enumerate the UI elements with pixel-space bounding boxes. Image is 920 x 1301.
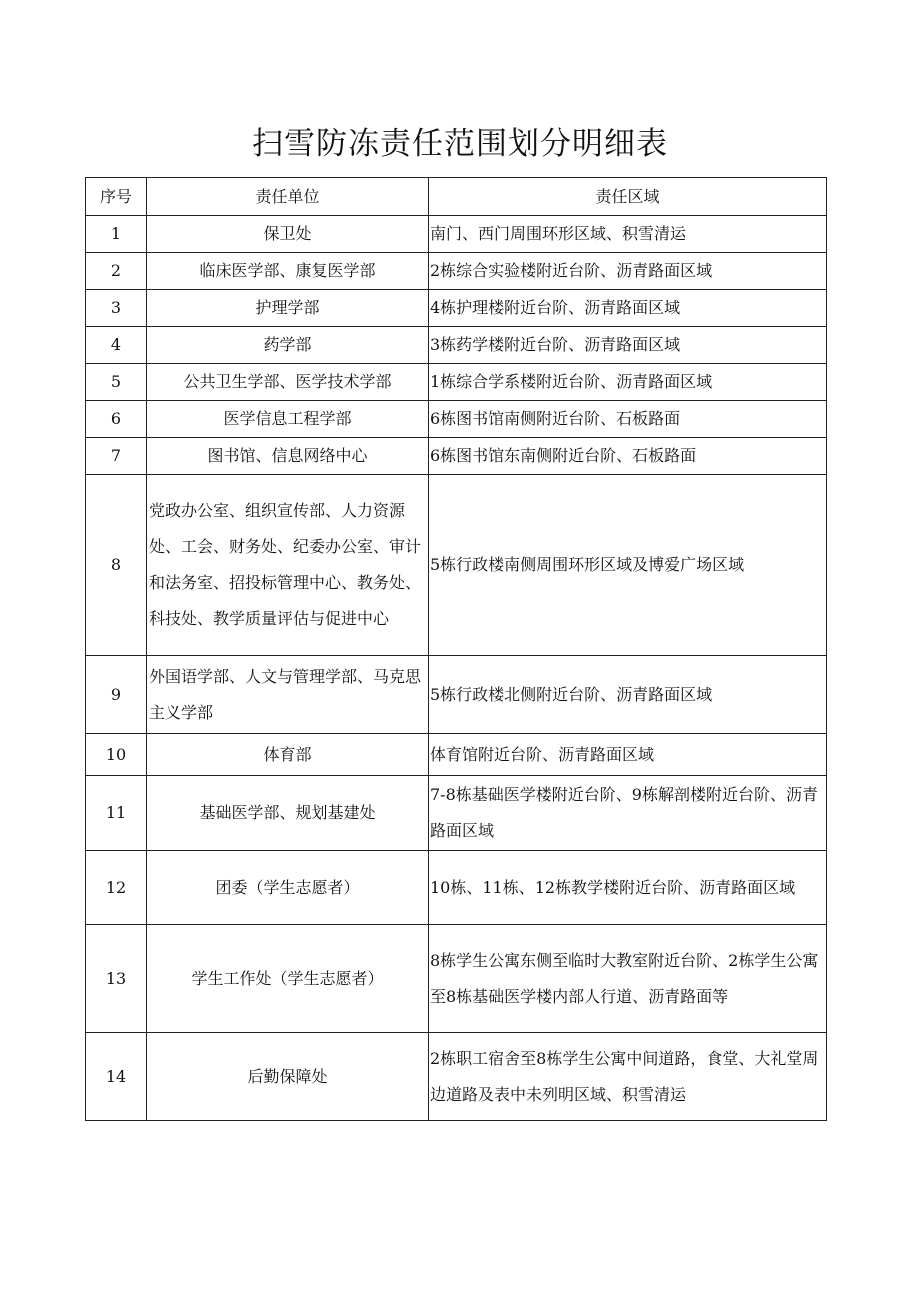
row-number: 5 bbox=[86, 364, 147, 401]
row-area: 2栋职工宿舍至8栋学生公寓中间道路，食堂、大礼堂周边道路及表中未列明区域、积雪清运 bbox=[429, 1033, 827, 1121]
row-number: 13 bbox=[86, 925, 147, 1033]
row-area: 8栋学生公寓东侧至临时大教室附近台阶、2栋学生公寓至8栋基础医学楼内部人行道、沥青路面等 bbox=[429, 925, 827, 1033]
row-unit: 学生工作处（学生志愿者） bbox=[147, 925, 429, 1033]
row-unit: 图书馆、信息网络中心 bbox=[147, 438, 429, 475]
row-area: 2栋综合实验楼附近台阶、沥青路面区域 bbox=[429, 253, 827, 290]
row-number: 6 bbox=[86, 401, 147, 438]
row-number: 10 bbox=[86, 734, 147, 776]
row-unit: 外国语学部、人文与管理学部、马克思主义学部 bbox=[147, 656, 429, 734]
row-area: 5栋行政楼北侧附近台阶、沥青路面区域 bbox=[429, 656, 827, 734]
row-unit: 公共卫生学部、医学技术学部 bbox=[147, 364, 429, 401]
table-header-row bbox=[86, 178, 827, 216]
row-number: 8 bbox=[86, 475, 147, 656]
row-number: 2 bbox=[86, 253, 147, 290]
row-unit: 保卫处 bbox=[147, 216, 429, 253]
row-number: 9 bbox=[86, 656, 147, 734]
row-unit: 医学信息工程学部 bbox=[147, 401, 429, 438]
header-no: 序号 bbox=[86, 178, 147, 216]
row-number: 4 bbox=[86, 327, 147, 364]
table-row bbox=[86, 776, 827, 851]
row-area: 6栋图书馆东南侧附近台阶、石板路面 bbox=[429, 438, 827, 475]
row-area: 南门、西门周围环形区域、积雪清运 bbox=[429, 216, 827, 253]
table-row bbox=[86, 851, 827, 925]
table-row bbox=[86, 438, 827, 475]
duty-table bbox=[85, 177, 827, 1121]
row-unit: 体育部 bbox=[147, 734, 429, 776]
row-unit: 后勤保障处 bbox=[147, 1033, 429, 1121]
page-title: 扫雪防冻责任范围划分明细表 bbox=[252, 126, 668, 162]
table-row bbox=[86, 253, 827, 290]
table-row bbox=[86, 1033, 827, 1121]
table-row bbox=[86, 925, 827, 1033]
row-number: 7 bbox=[86, 438, 147, 475]
row-number: 14 bbox=[86, 1033, 147, 1121]
header-area: 责任区域 bbox=[429, 178, 827, 216]
row-unit: 临床医学部、康复医学部 bbox=[147, 253, 429, 290]
row-number: 12 bbox=[86, 851, 147, 925]
row-area: 4栋护理楼附近台阶、沥青路面区域 bbox=[429, 290, 827, 327]
table-row bbox=[86, 327, 827, 364]
row-area: 7-8栋基础医学楼附近台阶、9栋解剖楼附近台阶、沥青路面区域 bbox=[429, 776, 827, 851]
row-unit: 药学部 bbox=[147, 327, 429, 364]
table-row bbox=[86, 401, 827, 438]
row-area: 10栋、11栋、12栋教学楼附近台阶、沥青路面区域 bbox=[429, 851, 827, 925]
row-unit: 基础医学部、规划基建处 bbox=[147, 776, 429, 851]
header-unit: 责任单位 bbox=[147, 178, 429, 216]
row-number: 11 bbox=[86, 776, 147, 851]
table-row bbox=[86, 364, 827, 401]
row-area: 3栋药学楼附近台阶、沥青路面区域 bbox=[429, 327, 827, 364]
row-area: 6栋图书馆南侧附近台阶、石板路面 bbox=[429, 401, 827, 438]
table-row bbox=[86, 216, 827, 253]
row-unit: 团委（学生志愿者） bbox=[147, 851, 429, 925]
row-area: 5栋行政楼南侧周围环形区域及博爱广场区域 bbox=[429, 475, 827, 656]
table-row bbox=[86, 290, 827, 327]
table-row bbox=[86, 656, 827, 734]
table-row bbox=[86, 734, 827, 776]
table-row bbox=[86, 475, 827, 656]
row-unit: 护理学部 bbox=[147, 290, 429, 327]
row-area: 1栋综合学系楼附近台阶、沥青路面区域 bbox=[429, 364, 827, 401]
row-unit: 党政办公室、组织宣传部、人力资源处、工会、财务处、纪委办公室、审计和法务室、招投标管理中心、教务处、科技处、教学质量评估与促进中心 bbox=[147, 475, 429, 656]
row-area: 体育馆附近台阶、沥青路面区域 bbox=[429, 734, 827, 776]
row-number: 3 bbox=[86, 290, 147, 327]
row-number: 1 bbox=[86, 216, 147, 253]
